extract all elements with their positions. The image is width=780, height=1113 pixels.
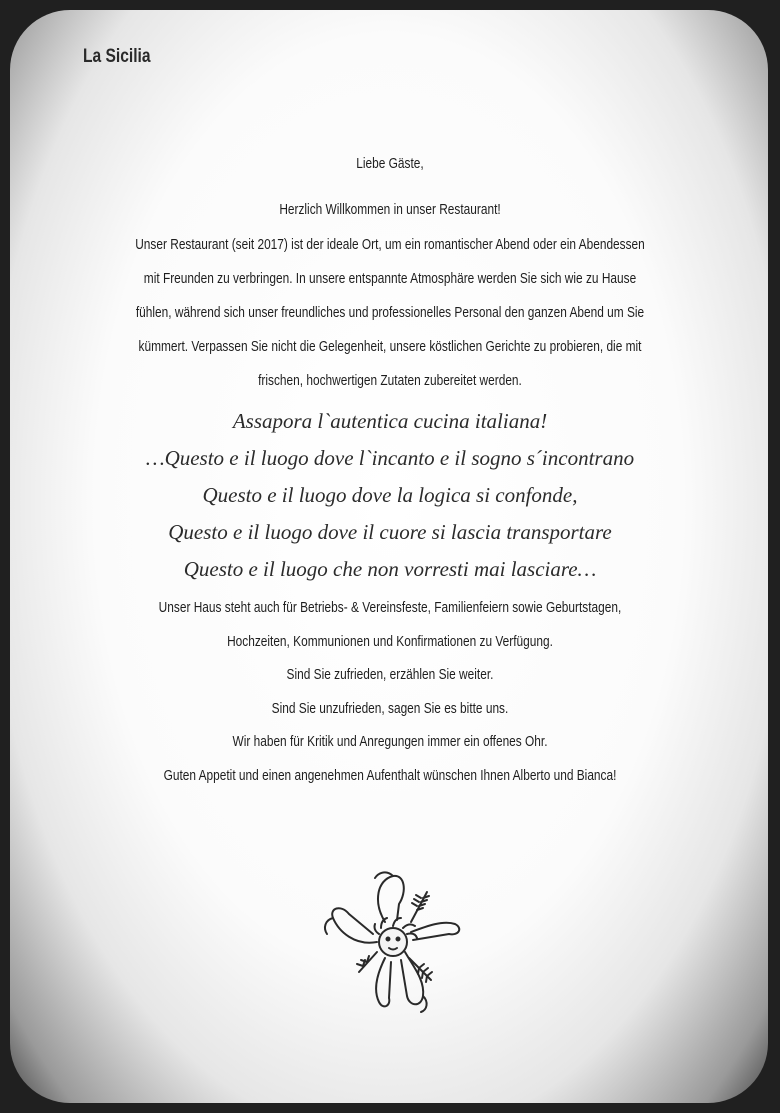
welcome-text: Herzlich Willkommen in unser Restaurant! [279,202,501,218]
closing-line: Guten Appetit und einen angenehmen Aufenthalt wünschen Ihnen Alberto und Bianca! [163,767,617,784]
closing-line: Unser Haus steht auch für Betriebs- & Vereinsfeste, Familienfeiern sowie Geburtstagen, [158,600,622,616]
intro-line: kümmert. Verpassen Sie nicht die Gelegenheit, unsere köstlichen Gerichte zu probieren, die mit [138,339,642,355]
verse-line: …Questo e il luogo dove l`incanto e il sogno s´incontrano [145,446,635,470]
intro-paragraph [70,237,710,407]
verse-line: Questo e il luogo dove la logica si confonde, [202,483,578,507]
closing-line: Sind Sie unzufrieden, sagen Sie es bitte uns. [271,700,509,717]
trinacria-icon [315,862,475,1022]
greeting-text: Liebe Gäste, [356,156,424,172]
intro-line: mit Freunden zu verbringen. In unsere entspannte Atmosphäre werden Sie sich wie zu Hause [143,271,637,287]
verse-line: Assapora l`autentica cucina italiana! [232,409,548,433]
menu-page [10,10,768,1103]
closing-line: Hochzeiten, Kommunionen und Konfirmationen zu Verfügung. [227,633,553,650]
intro-line: Unser Restaurant (seit 2017) ist der ideale Ort, um ein romantischer Abend oder ein Abendessen [135,237,645,253]
closing-line: Sind Sie zufrieden, erzählen Sie weiter. [286,667,494,683]
closing-line: Wir haben für Kritik und Anregungen immer ein offenes Ohr. [232,734,548,750]
restaurant-name: La Sicilia [83,46,151,67]
intro-line: frischen, hochwertigen Zutaten zubereitet werden. [258,373,522,389]
greeting [70,156,710,172]
closing-paragraph [70,600,710,801]
italian-verse [50,409,730,594]
intro-line: fühlen, während sich unser freundliches und professionelles Personal den ganzen Abend um Sie [135,305,645,321]
verse-line: Questo e il luogo dove il cuore si lascia transportare [168,520,612,544]
verse-line: Questo e il luogo che non vorresti mai lasciare… [183,557,597,581]
welcome [70,202,710,218]
